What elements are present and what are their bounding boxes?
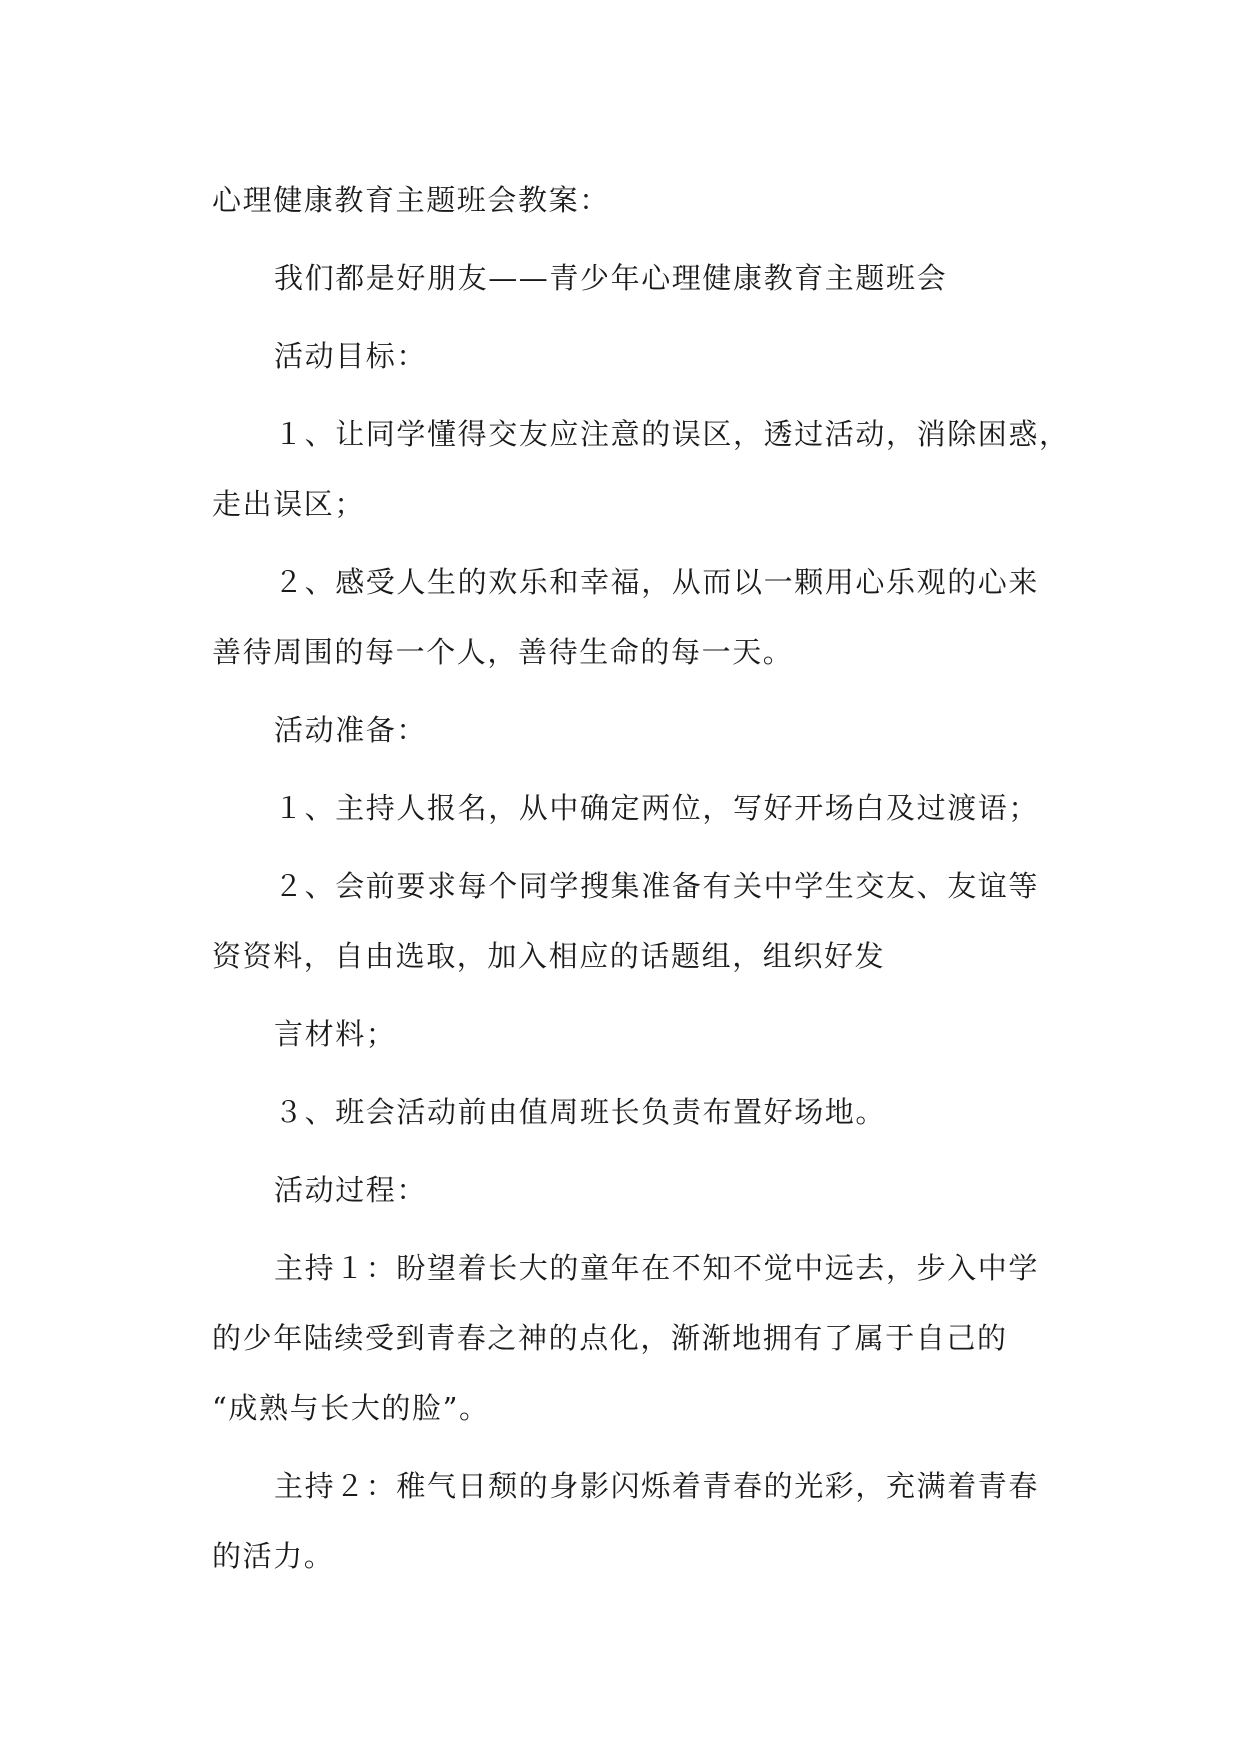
host-2-line-2: 的活力。 — [212, 1539, 335, 1573]
goal-item-1-line-2: 走出误区； — [212, 487, 366, 521]
goal-item-1-line-1: １、让同学懂得交友应注意的误区，透过活动，消除困惑， — [274, 417, 1070, 451]
preparation-item-2-line-2: 资资料，自由选取，加入相应的话题组，组织好发 — [212, 939, 886, 973]
goal-item-2-line-2: 善待周围的每一个人，善待生命的每一天。 — [212, 635, 794, 669]
preparation-item-3: ３、班会活动前由值周班长负责布置好场地。 — [274, 1095, 887, 1129]
host-1-line-2: 的少年陆续受到青春之神的点化，渐渐地拥有了属于自己的 — [212, 1321, 1008, 1355]
host-2-line-1: 主持２：稚气日颓的身影闪烁着青春的光彩，充满着青春 — [274, 1469, 1040, 1503]
process-heading: 活动过程： — [274, 1173, 428, 1207]
goals-heading: 活动目标： — [274, 339, 428, 373]
document-title: 心理健康教育主题班会教案： — [212, 183, 610, 217]
host-1-line-1: 主持１：盼望着长大的童年在不知不觉中远去，步入中学 — [274, 1251, 1040, 1285]
preparation-item-2-line-3: 言材料； — [274, 1017, 397, 1051]
preparation-heading: 活动准备： — [274, 713, 428, 747]
preparation-item-1: １、主持人报名，从中确定两位，写好开场白及过渡语； — [274, 791, 1040, 825]
goal-item-2-line-1: ２、感受人生的欢乐和幸福，从而以一颗用心乐观的心来 — [274, 565, 1040, 599]
document-subtitle: 我们都是好朋友——青少年心理健康教育主题班会 — [274, 261, 948, 295]
host-1-line-3: “成熟与长大的脸”。 — [212, 1391, 490, 1425]
preparation-item-2-line-1: ２、会前要求每个同学搜集准备有关中学生交友、友谊等 — [274, 869, 1040, 903]
